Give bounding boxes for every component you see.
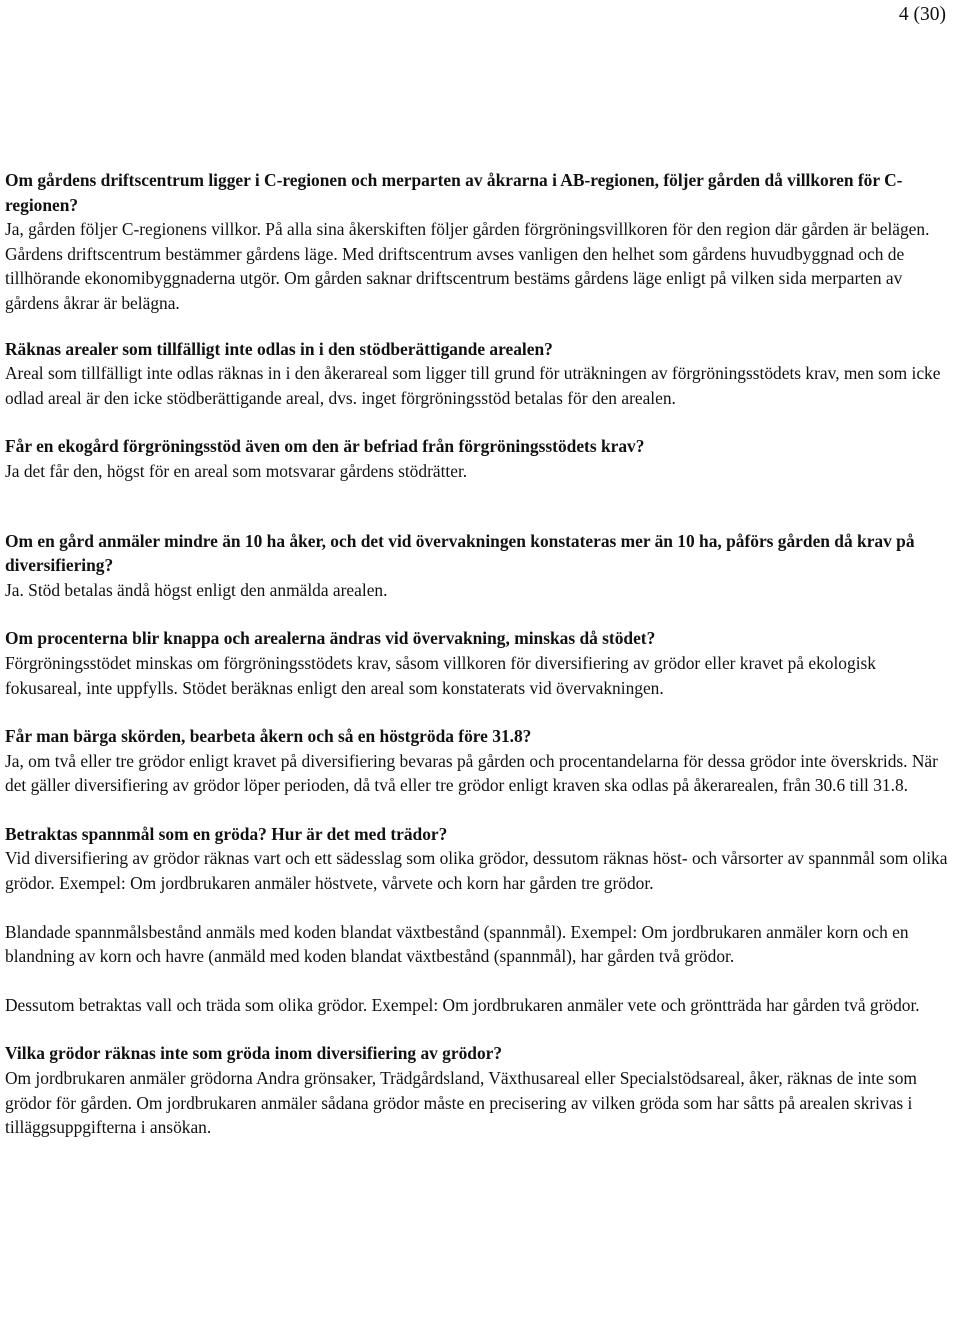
question-heading: Får man bärga skörden, bearbeta åkern och så en höstgröda före 31.8? (5, 726, 532, 747)
page-number: 4 (30) (898, 4, 946, 25)
answer-paragraph: Areal som tillfälligt inte odlas räknas in i den åkerareal som ligger till grund för uträkningen av förgröningsstödets krav, men som icke odlad areal är den icke stödberättigande areal, dvs. inget förgröningsstöd betalas för den arealen. (5, 363, 941, 408)
answer-paragraph: Vid diversifiering av grödor räknas vart och ett sädesslag som olika grödor, dessutom räknas höst- och vårsorter av spannmål som olika grödor. Exempel: Om jordbrukaren anmäler höstvete, vårvete och korn har gården tre grödor. (5, 848, 948, 894)
answer-paragraph: Ja. Stöd betalas ändå högst enligt den anmälda arealen. (5, 579, 388, 600)
question-heading: Vilka grödor räknas inte som gröda inom diversifiering av grödor? (5, 1043, 503, 1064)
answer-paragraph: Ja, om två eller tre grödor enligt kravet på diversifiering bevaras på gården och procentandelarna för dessa grödor inte överskrids. När det gäller diversifiering av grödor löper perioden, då två eller tre grödor enligt kraven ska odlas på åkerarealen, från 30.6 till 31.8. (5, 750, 938, 796)
question-heading: Om procenterna blir knappa och arealerna ändras vid övervakning, minskas då stödet? (5, 628, 656, 649)
answer-paragraph: Förgröningsstödet minskas om förgröningsstödets krav, såsom villkoren för diversifiering av grödor eller kravet på ekologisk fokusareal, inte uppfylls. Stödet beräknas enligt den areal som konstaterats vid övervakningen. (5, 652, 876, 698)
document-body (5, 168, 955, 1140)
answer-paragraph: Ja, gården följer C-regionens villkor. På alla sina åkerskiften följer gården förgröningsvillkoren för den region där gården är belägen. (5, 219, 930, 240)
answer-paragraph: Dessutom betraktas vall och träda som olika grödor. Exempel: Om jordbrukaren anmäler vete och gröntträda har gården två grödor. (5, 994, 920, 1015)
answer-paragraph: Blandade spannmålsbestånd anmäls med koden blandat växtbestånd (spannmål). Exempel: Om jordbrukaren anmäler korn och en blandning av korn och havre (anmäld med koden blandat växtbestånd (spannmål), har gården två grödor. (5, 921, 909, 967)
question-heading: Om en gård anmäler mindre än 10 ha åker, och det vid övervakningen konstateras mer än 10 ha, påförs gården då krav på diversifiering? (5, 530, 915, 576)
answer-paragraph: Gårdens driftscentrum bestämmer gårdens läge. Med driftscentrum avses vanligen den helhet som gårdens huvudbyggnad och de tillhörande ekonomibyggnaderna utgör. Om gården saknar driftscentrum bestäms gårdens läge enligt på vilken sida merparten av gårdens åkrar är belägna. (5, 243, 905, 313)
question-heading: Om gårdens driftscentrum ligger i C-regionen och merparten av åkrarna i AB-regionen, följer gården då villkoren för C-regionen? (5, 170, 903, 215)
question-heading: Räknas arealer som tillfälligt inte odlas in i den stödberättigande arealen? (5, 338, 553, 359)
question-heading: Betraktas spannmål som en gröda? Hur är det med trädor? (5, 823, 448, 844)
question-heading: Får en ekogård förgröningsstöd även om den är befriad från förgröningsstödets krav? (5, 436, 645, 457)
answer-paragraph: Om jordbrukaren anmäler grödorna Andra grönsaker, Trädgårdsland, Växthusareal eller Specialstödsareal, åker, räknas de inte som grödor för gården. Om jordbrukaren anmäler sådana grödor måste en precisering av vilken gröda som har såtts på arealen skrivas i tilläggsuppgifterna i ansökan. (5, 1068, 917, 1138)
answer-paragraph: Ja det får den, högst för en areal som motsvarar gårdens stödrätter. (5, 460, 468, 481)
